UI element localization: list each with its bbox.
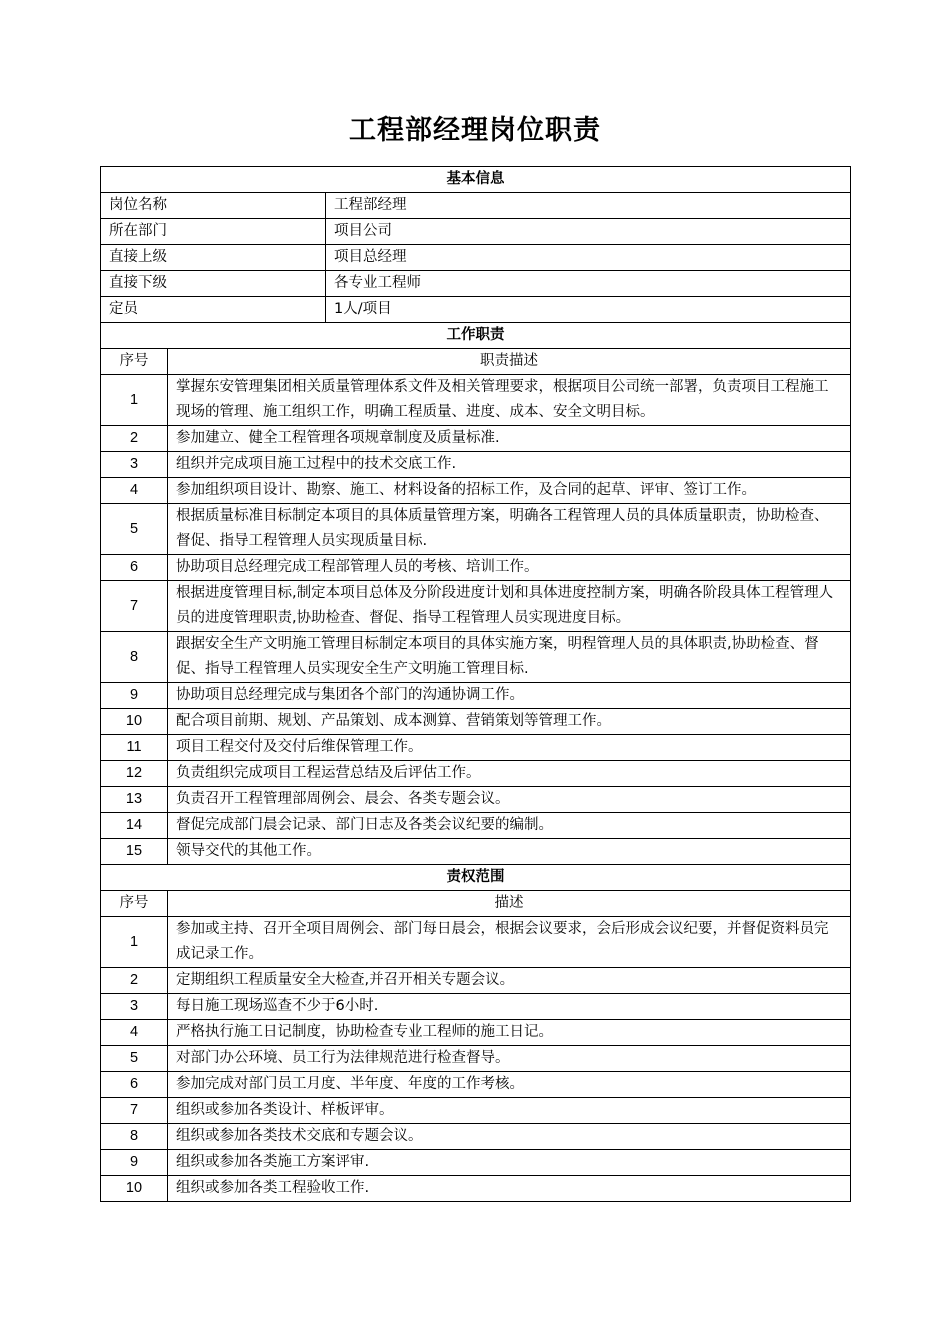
row-description: 负责组织完成项目工程运营总结及后评估工作。 — [168, 761, 851, 787]
row-number: 3 — [101, 994, 168, 1020]
row-number: 9 — [101, 1150, 168, 1176]
page-title: 工程部经理岗位职责 — [349, 115, 601, 146]
row-description: 参加组织项目设计、勘察、施工、材料设备的招标工作，及合同的起草、评审、签订工作。 — [168, 478, 851, 504]
row-description: 协助项目总经理完成与集团各个部门的沟通协调工作。 — [168, 683, 851, 709]
row-description: 对部门办公环境、员工行为法律规范进行检查督导。 — [168, 1046, 851, 1072]
row-number: 5 — [101, 504, 168, 555]
row-description: 每日施工现场巡查不少于6小时. — [168, 994, 851, 1020]
row-number: 9 — [101, 683, 168, 709]
row-number: 7 — [101, 1098, 168, 1124]
duties-row — [101, 504, 851, 555]
authority-row — [101, 1176, 851, 1202]
row-description: 督促完成部门晨会记录、部门日志及各类会议纪要的编制。 — [168, 813, 851, 839]
row-number: 2 — [101, 968, 168, 994]
duties-row — [101, 478, 851, 504]
basic-info-value: 项目总经理 — [326, 245, 851, 271]
row-description: 项目工程交付及交付后维保管理工作。 — [168, 735, 851, 761]
authority-row — [101, 994, 851, 1020]
row-description: 组织或参加各类技术交底和专题会议。 — [168, 1124, 851, 1150]
row-description: 配合项目前期、规划、产品策划、成本测算、营销策划等管理工作。 — [168, 709, 851, 735]
row-number: 1 — [101, 917, 168, 968]
duties-row — [101, 452, 851, 478]
basic-info-label: 所在部门 — [101, 219, 326, 245]
row-description: 组织或参加各类设计、样板评审。 — [168, 1098, 851, 1124]
duties-row — [101, 375, 851, 426]
authority-row — [101, 1072, 851, 1098]
section-heading-basic: 基本信息 — [101, 167, 851, 193]
authority-row — [101, 917, 851, 968]
duties-row — [101, 761, 851, 787]
section-heading-authority: 责权范围 — [101, 865, 851, 891]
authority-row — [101, 1020, 851, 1046]
row-description: 参加完成对部门员工月度、半年度、年度的工作考核。 — [168, 1072, 851, 1098]
row-description: 领导交代的其他工作。 — [168, 839, 851, 865]
row-description: 参加或主持、召开全项目周例会、部门每日晨会，根据会议要求，会后形成会议纪要，并督促资料员完成记录工作。 — [168, 917, 851, 968]
basic-info-row — [101, 193, 851, 219]
column-header-number: 序号 — [101, 891, 168, 917]
column-header-number: 序号 — [101, 349, 168, 375]
duties-row — [101, 839, 851, 865]
duties-row — [101, 581, 851, 632]
row-number: 8 — [101, 632, 168, 683]
basic-info-value: 各专业工程师 — [326, 271, 851, 297]
authority-row — [101, 1150, 851, 1176]
duties-header-row — [101, 349, 851, 375]
basic-info-row — [101, 297, 851, 323]
row-number: 10 — [101, 1176, 168, 1202]
row-number: 2 — [101, 426, 168, 452]
basic-info-row — [101, 219, 851, 245]
basic-info-value: 项目公司 — [326, 219, 851, 245]
row-number: 6 — [101, 1072, 168, 1098]
row-number: 3 — [101, 452, 168, 478]
row-description: 组织并完成项目施工过程中的技术交底工作. — [168, 452, 851, 478]
job-description-table — [100, 166, 851, 1202]
row-description: 根据质量标准目标制定本项目的具体质量管理方案，明确各工程管理人员的具体质量职责，协助检查、督促、指导工程管理人员实现质量目标. — [168, 504, 851, 555]
authority-row — [101, 968, 851, 994]
authority-row — [101, 1124, 851, 1150]
duties-row — [101, 813, 851, 839]
row-description: 跟据安全生产文明施工管理目标制定本项目的具体实施方案，明程管理人员的具体职责,协助检查、督促、指导工程管理人员实现安全生产文明施工管理目标. — [168, 632, 851, 683]
row-number: 7 — [101, 581, 168, 632]
duties-row — [101, 683, 851, 709]
duties-row — [101, 555, 851, 581]
row-description: 协助项目总经理完成工程部管理人员的考核、培训工作。 — [168, 555, 851, 581]
authority-header-row — [101, 891, 851, 917]
row-description: 掌握东安管理集团相关质量管理体系文件及相关管理要求，根据项目公司统一部署，负责项目工程施工现场的管理、施工组织工作，明确工程质量、进度、成本、安全文明目标。 — [168, 375, 851, 426]
row-number: 15 — [101, 839, 168, 865]
column-header-description: 职责描述 — [168, 349, 851, 375]
duties-row — [101, 735, 851, 761]
row-description: 定期组织工程质量安全大检查,并召开相关专题会议。 — [168, 968, 851, 994]
basic-info-label: 直接下级 — [101, 271, 326, 297]
column-header-description: 描述 — [168, 891, 851, 917]
authority-row — [101, 1098, 851, 1124]
basic-info-label: 岗位名称 — [101, 193, 326, 219]
basic-info-value: 1人/项目 — [326, 297, 851, 323]
duties-row — [101, 632, 851, 683]
basic-info-row — [101, 245, 851, 271]
row-number: 14 — [101, 813, 168, 839]
row-number: 5 — [101, 1046, 168, 1072]
row-description: 组织或参加各类施工方案评审. — [168, 1150, 851, 1176]
basic-info-label: 定员 — [101, 297, 326, 323]
row-number: 4 — [101, 1020, 168, 1046]
row-number: 1 — [101, 375, 168, 426]
duties-row — [101, 787, 851, 813]
row-description: 组织或参加各类工程验收工作. — [168, 1176, 851, 1202]
row-number: 11 — [101, 735, 168, 761]
row-description: 参加建立、健全工程管理各项规章制度及质量标准. — [168, 426, 851, 452]
basic-info-value: 工程部经理 — [326, 193, 851, 219]
row-description: 负责召开工程管理部周例会、晨会、各类专题会议。 — [168, 787, 851, 813]
row-description: 根据进度管理目标,制定本项目总体及分阶段进度计划和具体进度控制方案，明确各阶段具体工程管理人员的进度管理职责,协助检查、督促、指导工程管理人员实现进度目标。 — [168, 581, 851, 632]
row-number: 12 — [101, 761, 168, 787]
row-number: 8 — [101, 1124, 168, 1150]
row-description: 严格执行施工日记制度，协助检查专业工程师的施工日记。 — [168, 1020, 851, 1046]
row-number: 13 — [101, 787, 168, 813]
section-heading-duties: 工作职责 — [101, 323, 851, 349]
row-number: 10 — [101, 709, 168, 735]
duties-row — [101, 709, 851, 735]
duties-row — [101, 426, 851, 452]
basic-info-label: 直接上级 — [101, 245, 326, 271]
authority-row — [101, 1046, 851, 1072]
basic-info-row — [101, 271, 851, 297]
row-number: 4 — [101, 478, 168, 504]
row-number: 6 — [101, 555, 168, 581]
